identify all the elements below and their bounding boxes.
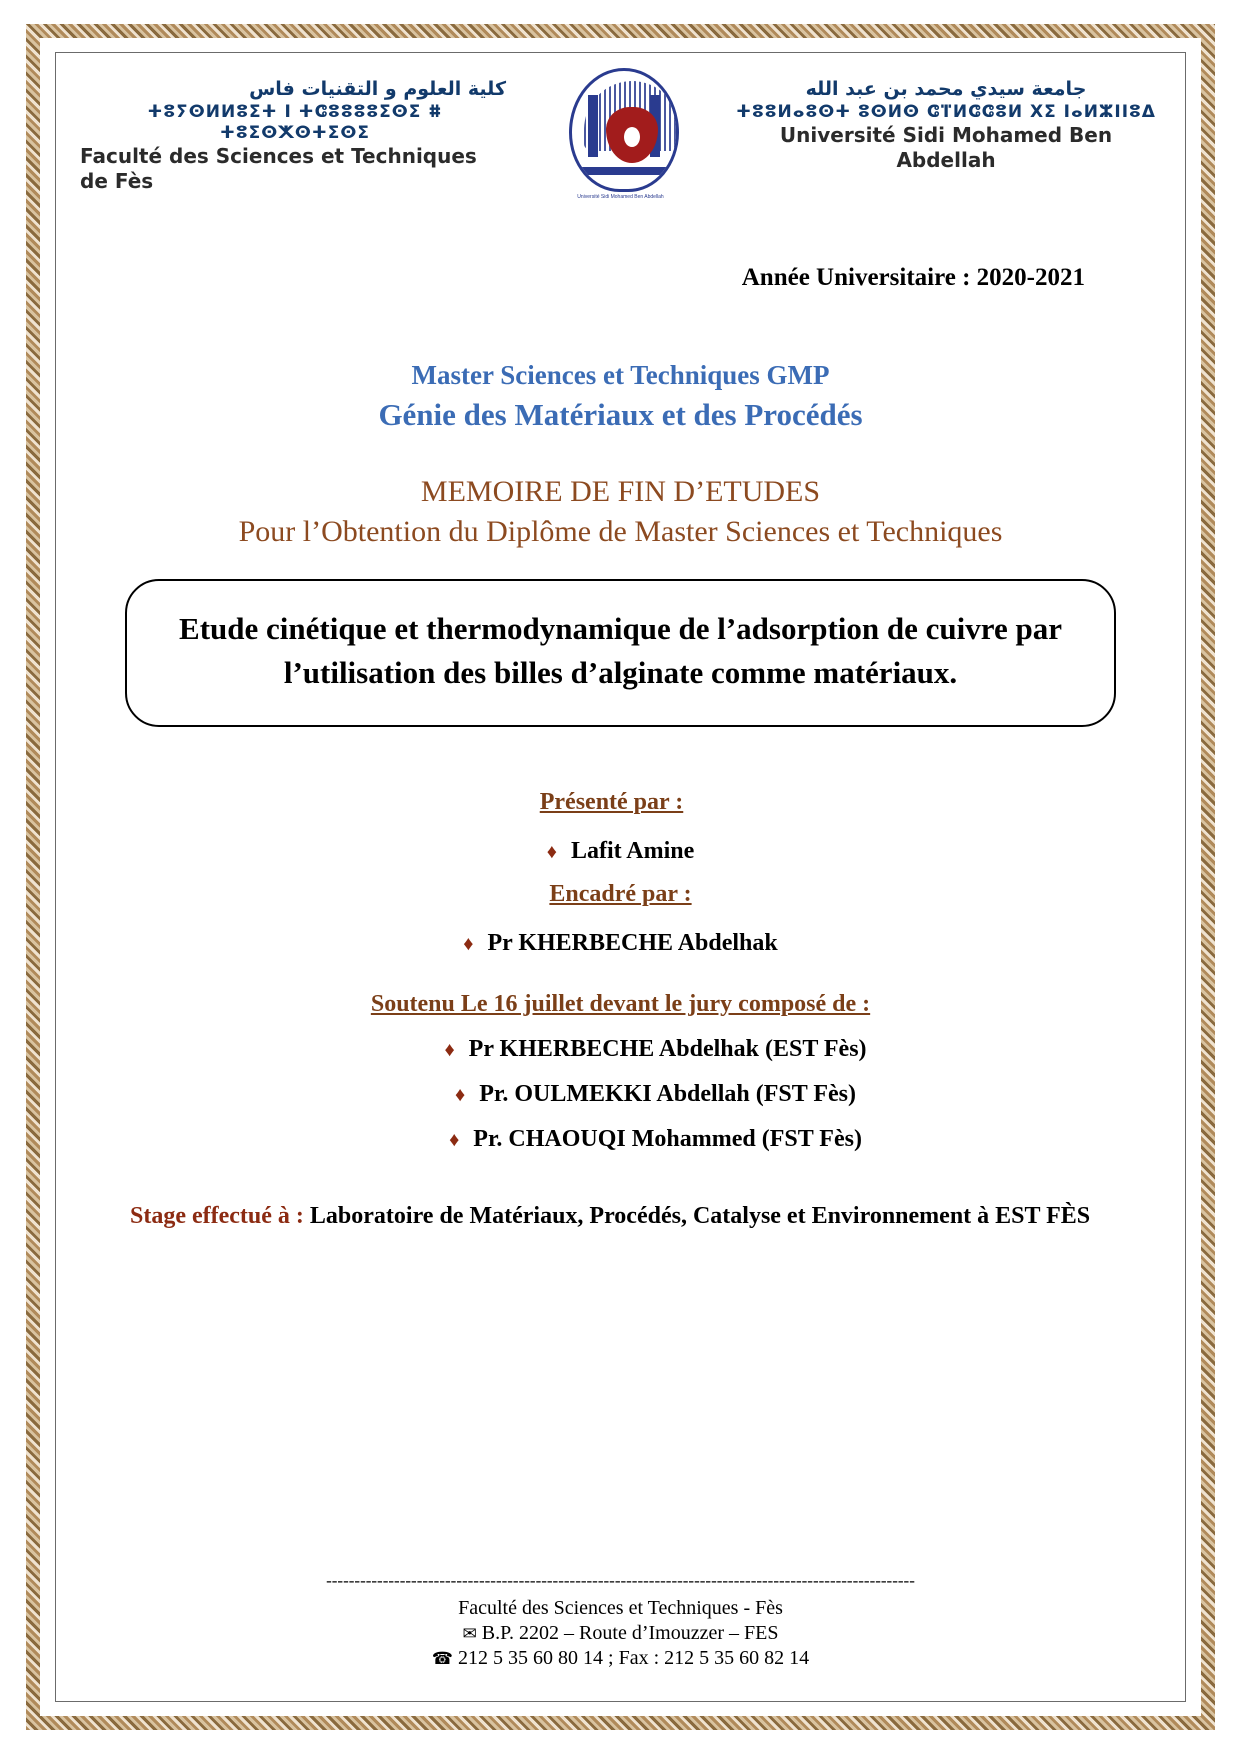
faculty-logo xyxy=(80,62,510,194)
diamond-bullet-icon: ♦ xyxy=(546,841,557,864)
crest-base xyxy=(582,167,666,175)
footer-address: B.P. 2202 – Route d’Imouzzer – FES xyxy=(481,1622,779,1644)
footer-phone: 212 5 35 60 80 14 ; Fax : 212 5 35 60 82 14 xyxy=(458,1647,810,1669)
crest-caption: Université Sidi Mohamed Ben Abdellah xyxy=(577,194,664,200)
jury-member xyxy=(70,1126,1171,1153)
program-specialty-line: Génie des Matériaux et des Procédés xyxy=(378,397,863,432)
defense-label: Soutenu Le 16 juillet devant le jury composé de : xyxy=(370,991,871,1018)
presented-by-label: Présenté par : xyxy=(539,789,684,816)
program-master-line: Master Sciences et Techniques GMP xyxy=(411,360,830,390)
document-footer xyxy=(70,1571,1171,1670)
student-name: Lafit Amine xyxy=(570,838,695,865)
jury-member-name: Pr. CHAOUQI Mohammed (FST Fès) xyxy=(473,1126,862,1153)
footer-divider: -------------------------------------------------------------------------------------------------------- xyxy=(326,1571,915,1590)
defense-label-row xyxy=(70,991,1171,1018)
university-logo-french: Université Sidi Mohamed Ben Abdellah xyxy=(779,123,1113,172)
university-logo xyxy=(731,62,1161,173)
presented-by-label-row xyxy=(52,789,1171,816)
jury-member-name: Pr. OULMEKKI Abdellah (FST Fès) xyxy=(479,1081,856,1108)
thesis-title: Etude cinétique et thermodynamique de l’adsorption de cuivre par l’utilisation des billes d’alginate comme matériaux. xyxy=(179,611,1062,691)
crest-column-left xyxy=(588,95,598,157)
academic-year: Année Universitaire : 2020-2021 xyxy=(741,264,1085,291)
diamond-bullet-icon: ♦ xyxy=(455,1084,466,1107)
document-page xyxy=(70,62,1171,1692)
faculty-logo-tifinagh: ⵜⵓⵢⵙⵍⵍⵓⵉⵜ I ⵜⵛⵓⵓⵓⵓⵉⵙⵉ ⵌ ⵜⵓⵉⵙⵅⵙⵜⵉⵙⵉ xyxy=(147,101,443,143)
mail-icon: ✉ xyxy=(462,1624,477,1644)
diamond-bullet-icon: ♦ xyxy=(444,1039,455,1062)
university-logo-arabic: جامعة سيدي محمد بن عبد الله xyxy=(805,78,1087,100)
jury-member xyxy=(70,1036,1171,1063)
faculty-logo-arabic: كلية العلوم و التقنيات فاس xyxy=(249,78,506,100)
diamond-bullet-icon: ♦ xyxy=(449,1129,460,1152)
student-row xyxy=(70,838,1171,865)
university-logo-tifinagh: ⵜⵓⵓⵍⴰⵓⵙⵜ ⵓⵙⵍⵙ ⵛⴶⵍⵛⵛⵓⵍ ⵝⵉ ⵏⴰⵍⵣⵏⵏⵓⵠ xyxy=(736,101,1156,122)
supervisor-row xyxy=(70,930,1171,957)
program-block xyxy=(70,360,1171,433)
supervisor-label: Encadré par : xyxy=(549,881,692,908)
supervisor-name: Pr KHERBECHE Abdelhak xyxy=(487,930,778,957)
footer-address-row xyxy=(70,1622,1171,1645)
memoire-block xyxy=(70,475,1171,549)
footer-institution: Faculté des Sciences et Techniques - Fès xyxy=(458,1597,783,1619)
jury-member-name: Pr KHERBECHE Abdelhak (EST Fès) xyxy=(468,1036,867,1063)
internship-label: Stage effectué à : xyxy=(130,1203,304,1230)
people-block xyxy=(70,789,1171,1234)
jury-member xyxy=(70,1081,1171,1108)
supervisor-label-row xyxy=(70,881,1171,908)
jury-list xyxy=(70,1036,1171,1153)
faculty-logo-french: Faculté des Sciences et Techniques de Fès xyxy=(80,144,477,194)
document-header xyxy=(70,62,1171,212)
thesis-title-box xyxy=(125,579,1116,727)
crest-shield xyxy=(569,68,679,192)
internship-row xyxy=(70,1199,1171,1234)
phone-icon: ☎ xyxy=(431,1649,454,1669)
footer-phone-row xyxy=(70,1647,1171,1670)
university-crest-icon xyxy=(561,62,681,202)
diamond-bullet-icon: ♦ xyxy=(463,933,474,956)
memoire-subheading: Pour l’Obtention du Diplôme de Master Sciences et Techniques xyxy=(238,515,1003,548)
memoire-heading: MEMOIRE DE FIN D’ETUDES xyxy=(420,475,821,508)
internship-value: Laboratoire de Matériaux, Procédés, Catalyse et Environnement à EST FÈS xyxy=(309,1203,1091,1230)
